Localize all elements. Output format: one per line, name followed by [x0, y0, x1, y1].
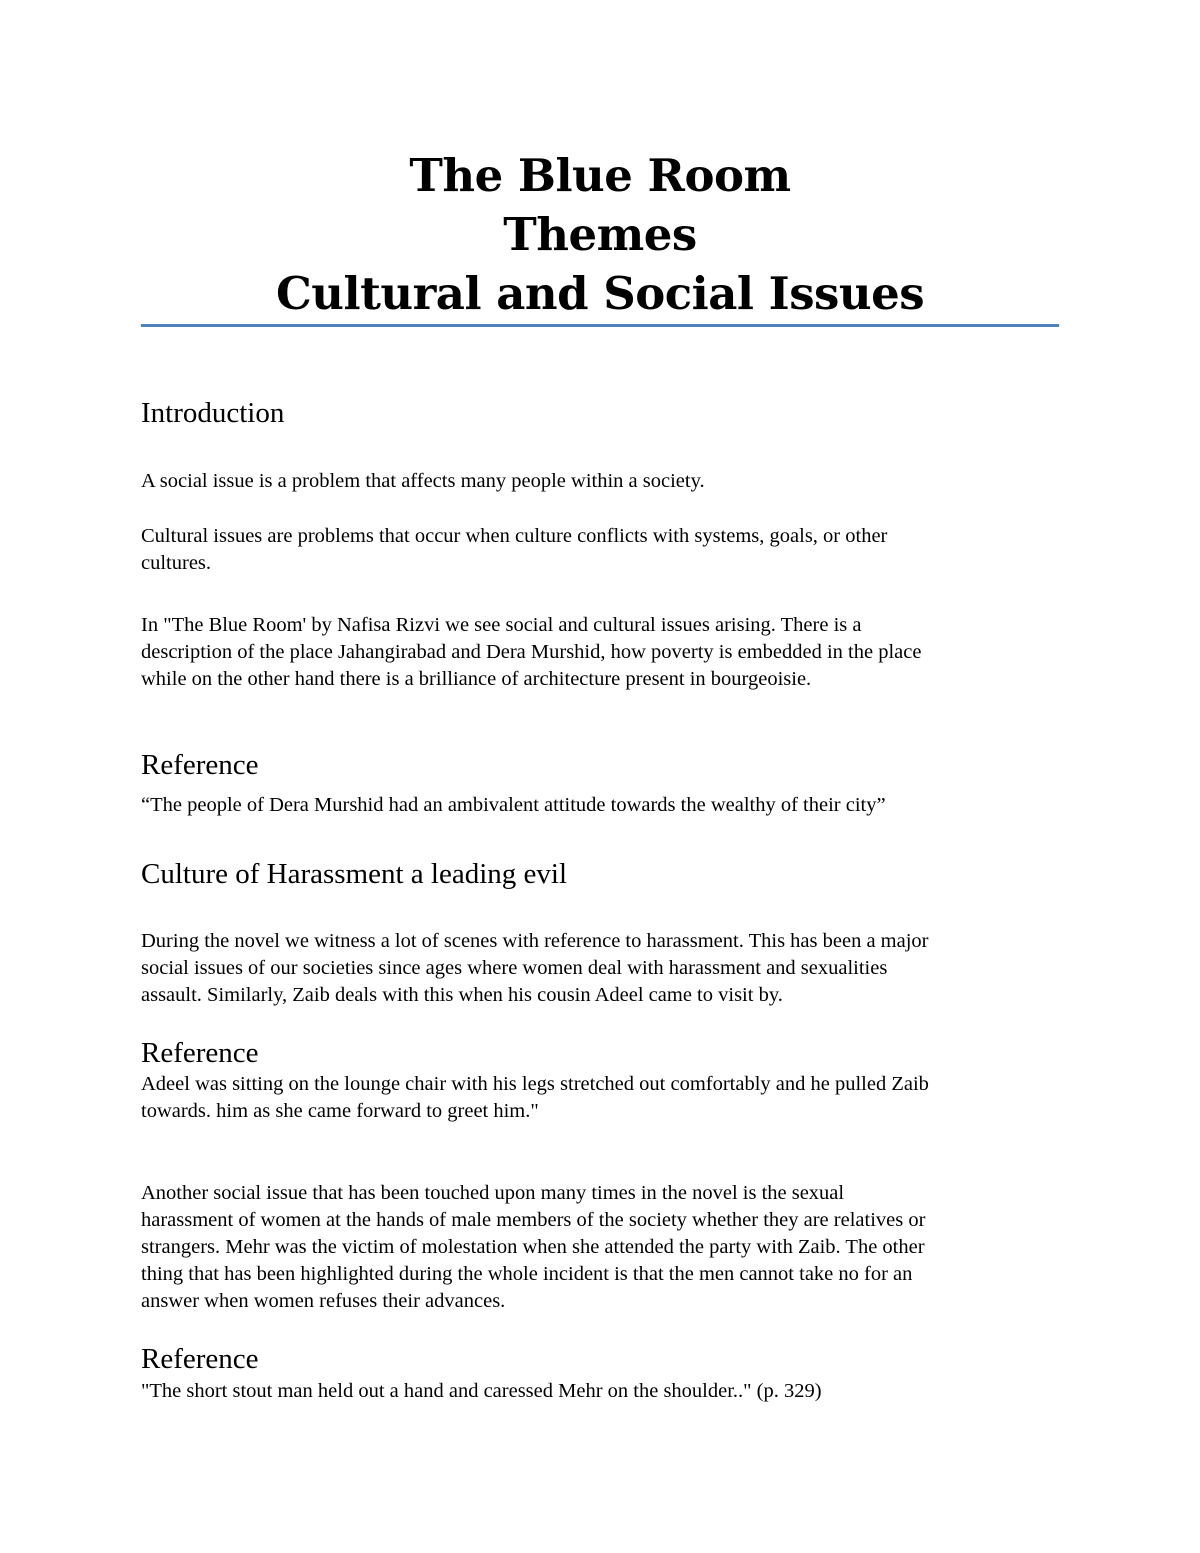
title-line-3: Cultural and Social Issues [275, 267, 925, 320]
document-title [142, 146, 1058, 323]
paragraph-line: thing that has been highlighted during the whole incident is that the men cannot take no for an [141, 1263, 913, 1285]
paragraph-line: while on the other hand there is a brilliance of architecture present in bourgeoisie. [141, 668, 812, 690]
paragraph-line: harassment of women at the hands of male members of the society whether they are relatives or [141, 1209, 926, 1231]
introduction-paragraph-1 [141, 468, 1061, 495]
paragraph-line: description of the place Jahangirabad and Dera Murshid, how poverty is embedded in the place [141, 641, 922, 663]
reference-heading-1: Reference [141, 749, 259, 781]
paragraph-line: Cultural issues are problems that occur when culture conflicts with systems, goals, or other [141, 525, 888, 547]
harassment-heading: Culture of Harassment a leading evil [141, 858, 568, 890]
quote-line: "The short stout man held out a hand and caressed Mehr on the shoulder.." (p. 329) [141, 1380, 822, 1402]
reference-quote-3 [141, 1378, 1061, 1405]
reference-quote-1 [141, 792, 1061, 819]
introduction-paragraph-3 [141, 612, 1061, 693]
quote-line: towards. him as she came forward to greet him." [141, 1100, 539, 1122]
paragraph-line: In "The Blue Room' by Nafisa Rizvi we see social and cultural issues arising. There is a [141, 614, 862, 636]
paragraph-line: cultures. [141, 552, 212, 574]
harassment-paragraph [141, 928, 1061, 1009]
quote-line: Adeel was sitting on the lounge chair with his legs stretched out comfortably and he pulled Zaib [141, 1073, 929, 1095]
another-issue-paragraph [141, 1180, 1061, 1315]
title-divider [141, 324, 1059, 327]
reference-heading-3: Reference [141, 1343, 259, 1375]
quote-line: “The people of Dera Murshid had an ambivalent attitude towards the wealthy of their city” [141, 794, 886, 816]
paragraph-line: Another social issue that has been touched upon many times in the novel is the sexual [141, 1182, 845, 1204]
introduction-paragraph-2 [141, 523, 1061, 577]
title-line-2: Themes [503, 208, 697, 261]
reference-quote-2 [141, 1071, 1061, 1125]
paragraph-line: assault. Similarly, Zaib deals with this when his cousin Adeel came to visit by. [141, 984, 783, 1006]
title-line-1: The Blue Room [409, 149, 791, 202]
paragraph-line: answer when women refuses their advances. [141, 1290, 506, 1312]
paragraph-line: During the novel we witness a lot of scenes with reference to harassment. This has been a major [141, 930, 929, 952]
reference-heading-2: Reference [141, 1037, 259, 1069]
paragraph-line: strangers. Mehr was the victim of molestation when she attended the party with Zaib. The other [141, 1236, 925, 1258]
paragraph-line: A social issue is a problem that affects many people within a society. [141, 470, 705, 492]
introduction-heading: Introduction [141, 397, 285, 429]
paragraph-line: social issues of our societies since ages where women deal with harassment and sexualities [141, 957, 888, 979]
